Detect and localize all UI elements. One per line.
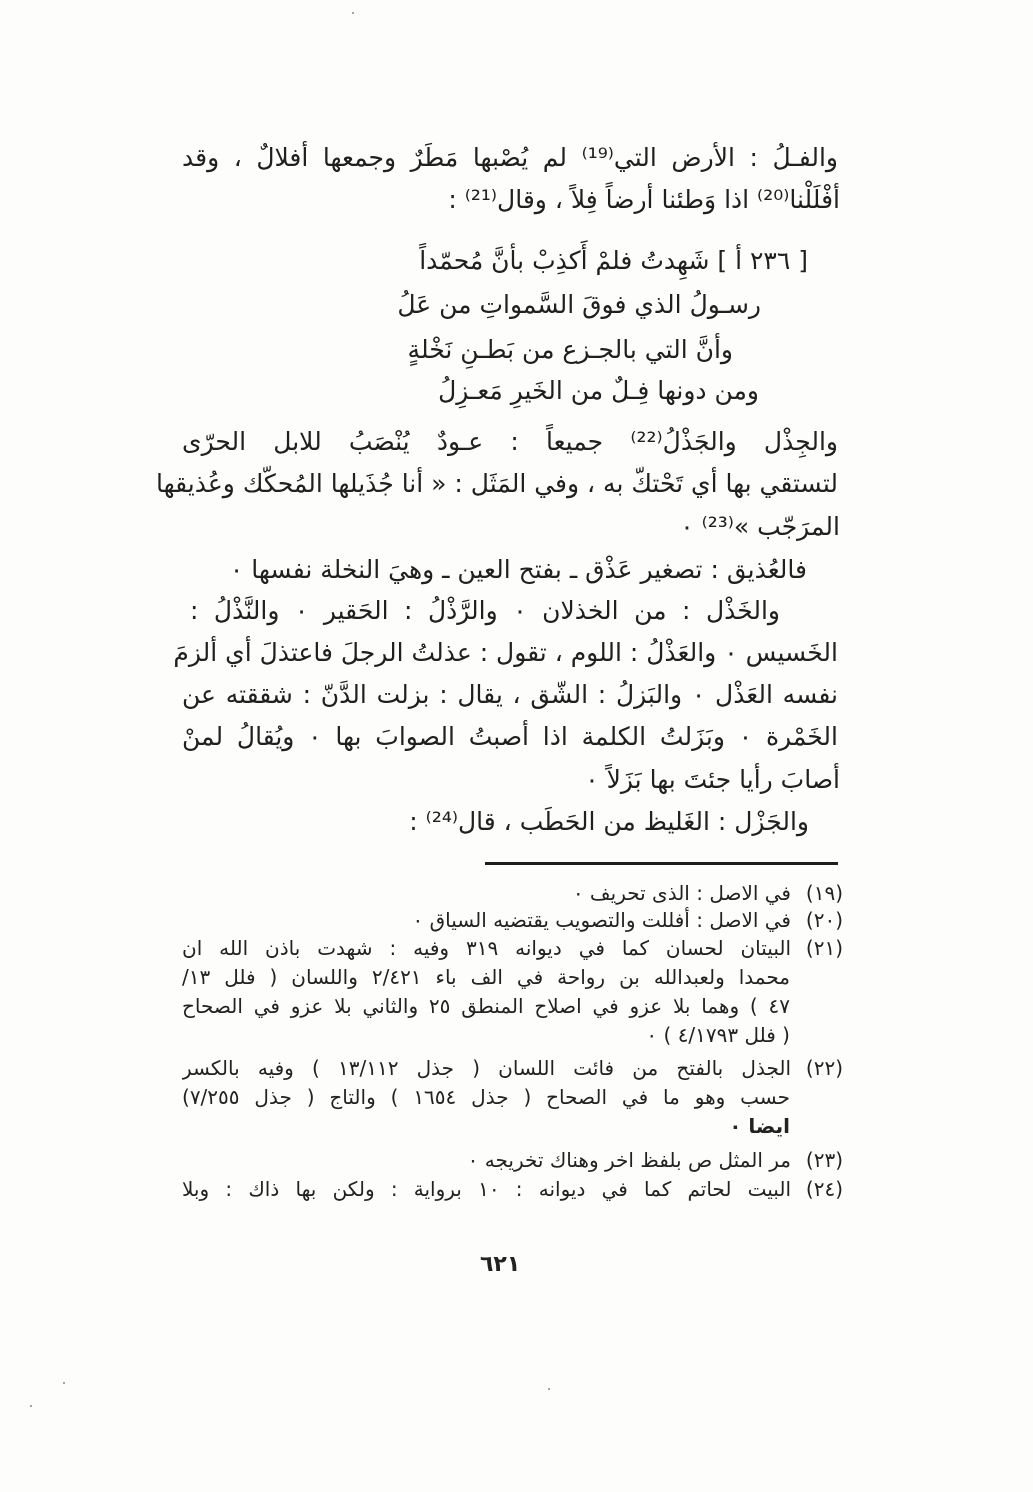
footnote-23 [182, 1146, 843, 1175]
footnote-22 [182, 1054, 843, 1083]
footnote-text: في الاصل : الذى تحريف ٠ [572, 881, 791, 905]
footnote-24 [182, 1175, 843, 1204]
footnote-21-line-4: ( فلل ٤/١٧٩٣ ) ٠ [646, 1023, 790, 1047]
text-line-1: والفـلُ : الأرض التي⁽¹⁹⁾ لم يُصْبها مَطَرٌ وجمعها أفلالٌ ، وقد [182, 143, 838, 172]
scan-speck [63, 1382, 65, 1384]
text-line-12: والجَزْل : الغَليظ من الحَطَب ، قال⁽²⁴⁾ : [409, 807, 809, 836]
scan-speck [352, 12, 354, 14]
footnote-text: البيت لحاتم كما في ديوانه : ١٠ برواية : ولكن بها ذاك : وبلا [182, 1177, 791, 1201]
text-line-4: لتستقي بها أي تَحْتكّ به ، وفي المَثَل : « أنا جُذَيلها المُحكّك وعُذيقها [156, 469, 838, 498]
verse-line-2: رسـولُ الذي فوقَ السَّمواتِ من عَلُ [397, 290, 761, 319]
page-number: ٦٢١ [480, 1252, 521, 1277]
text-line-7: والخَذْل : من الخذلان ٠ والرَّذْلُ : الحَقير ٠ والنَّذْلُ : [190, 596, 780, 625]
footnote-number: (٢١) [805, 936, 843, 960]
text-line-8: الخَسيس ٠ والعَذْلُ : اللوم ، تقول : عذلتُ الرجلَ فاعتذلَ أي ألزمَ [173, 638, 838, 667]
footnote-22-line-3: ايضا ٠ [729, 1114, 790, 1138]
footnote-20 [182, 906, 843, 935]
scan-speck [548, 1388, 550, 1390]
footnote-number: (٢٢) [805, 1056, 843, 1080]
footnote-text: البيتان لحسان كما في ديوانه ٣١٩ وفيه : شهدت باذن الله ان [182, 936, 791, 960]
footnote-number: (١٩) [805, 881, 843, 905]
scan-speck [30, 1405, 32, 1407]
text-line-9: نفسه العَذْل ٠ والبَزلُ : الشّق ، يقال : بزلت الدَّنّ : شققته عن [182, 680, 838, 709]
verse-line-3: وأنَّ التي بالجـزع من بَطـنِ نَخْلةٍ [407, 335, 733, 364]
footnote-text: مر المثل ص بلفظ اخر وهناك تخريجه ٠ [467, 1148, 791, 1172]
footnote-text: الجذل بالفتح من فائت اللسان ( جذل ١٣/١١٢ ) وفيه بالكسر [182, 1056, 791, 1080]
footnote-number: (٢٤) [805, 1177, 843, 1201]
footnote-number: (٢٣) [805, 1148, 843, 1172]
footnote-number: (٢٠) [805, 908, 843, 932]
footnote-text: في الاصل : أفللت والتصويب يقتضيه السياق ٠ [412, 908, 791, 932]
text-line-10: الخَمْرة ٠ وبَزَلتُ الكلمة اذا أصبتُ الصوابَ بها ٠ ويُقالُ لمنْ [182, 722, 838, 751]
text-line-3: والجِذْل والجَذْلُ⁽²²⁾ جميعاً : عـودٌ يُنْصَبُ للابل الحرّى [182, 427, 838, 456]
text-line-11: أصابَ رأيا جئتَ بها بَزَلاً ٠ [585, 765, 840, 794]
footnote-19 [182, 879, 843, 908]
verse-line-4: ومن دونها فِـلٌ من الخَيرِ مَعـزِلُ [438, 376, 759, 405]
footnote-21 [182, 934, 843, 963]
verse-line-1: [ ٢٣٦ أ ] شَهِدتُ فلمْ أَكذِبْ بأنَّ مُحمّداً [419, 246, 808, 275]
text-line-6: فالعُذيق : تصغير عَذْق ـ بفتح العين ـ وهيَ النخلة نفسها ٠ [229, 555, 807, 584]
text-line-2: أفْلَلْنا⁽²⁰⁾ اذا وَطئنا أرضاً فِلاً ، وقال⁽²¹⁾ : [448, 185, 840, 214]
footnote-21-line-3: ٤٧ ) وهما بلا عزو في اصلاح المنطق ٢٥ والثاني بلا عزو في الصحاح [182, 994, 790, 1018]
footnote-21-line-2: محمدا ولعبدالله بن رواحة في الف باء ٢/٤٢١ واللسان ( فلل ١٣/ [182, 965, 790, 989]
footnote-divider [485, 862, 838, 865]
footnote-22-line-2: حسب وهو ما في الصحاح ( جذل ١٦٥٤ ) والتاج ( جذل ٧/٢٥٥) [182, 1085, 790, 1109]
text-line-5: المرَجّب »⁽²³⁾ ٠ [680, 512, 840, 541]
